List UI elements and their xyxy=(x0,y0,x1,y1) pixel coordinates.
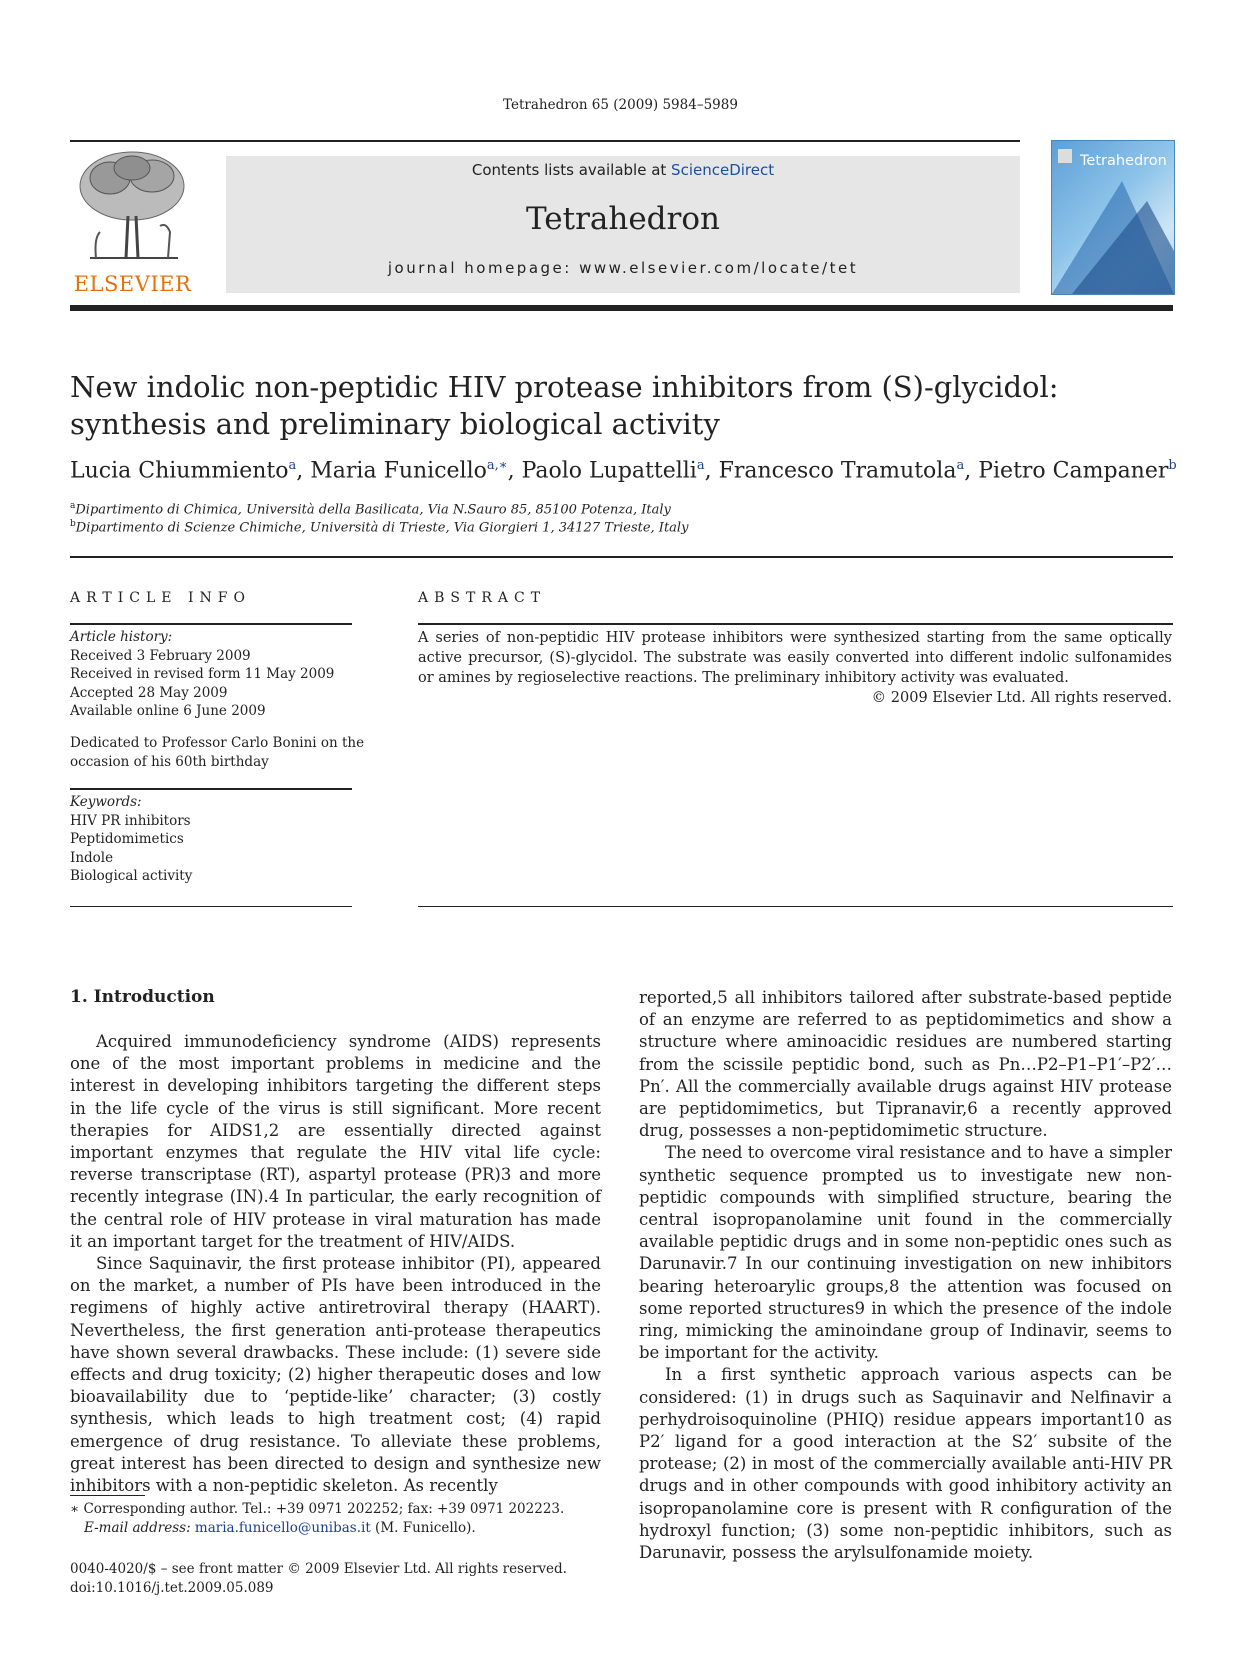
paragraph: The need to overcome viral resistance and to have a simpler synthetic sequence prompted us to investigate new non-peptidic compounds with simplified structure, bearing the central isopropanolamine unit found in the commercially available peptidic drugs and in some non-peptidic ones such as Darunavir.7 In our continuing investigation on new inhibitors bearing heteroarylic groups,8 the attention was focused on some reported structures9 in which the presence of the indole ring, mimicking the aminoindane group of Indinavir, seems to be important for the activity. xyxy=(639,1143,1172,1363)
elsevier-wordmark: ELSEVIER xyxy=(73,272,192,296)
history-item: Received 3 February 2009 xyxy=(70,647,251,664)
author-affil-mark[interactable]: a xyxy=(696,458,705,473)
email-suffix: (M. Funicello). xyxy=(370,1520,476,1536)
cover-title: Tetrahedron xyxy=(1080,153,1167,169)
footnote-email-line xyxy=(70,1519,630,1538)
keyword: Indole xyxy=(70,849,114,866)
affiliation xyxy=(70,519,688,535)
journal-name: Tetrahedron xyxy=(526,201,720,237)
abstract-bottom-rule xyxy=(418,906,1173,907)
author-name: Lucia Chiummiento xyxy=(70,458,289,484)
title-line-1: New indolic non-peptidic HIV protease inhibitors from (S)-glycidol: xyxy=(70,370,1059,404)
tree-icon xyxy=(70,146,195,266)
paragraph: Acquired immunodeficiency syndrome (AIDS) represents one of the most important problems in medicine and the interest in developing inhibitors targeting the different steps in the life cycle of the virus is still significant. More recent therapies for AIDS1,2 are essentially directed against important enzymes that regulate the HIV vital life cycle: reverse transcriptase (RT), aspartyl protease (PR)3 and more recently integrase (IN).4 In particular, the early recognition of the central role of HIV protease in viral maturation has made it an important target for the treatment of HIV/AIDS. xyxy=(70,1032,601,1251)
abstract-copyright: © 2009 Elsevier Ltd. All rights reserved. xyxy=(871,690,1172,706)
abstract-rule xyxy=(418,623,1173,625)
affiliation xyxy=(70,501,671,517)
history-item: Received in revised form 11 May 2009 xyxy=(70,666,335,682)
author-name: Francesco Tramutola xyxy=(718,458,957,484)
journal-homepage[interactable]: journal homepage: www.elsevier.com/locate/tet xyxy=(387,259,859,277)
keyword: HIV PR inhibitors xyxy=(70,812,191,829)
author-name: Paolo Lupattelli xyxy=(521,458,697,484)
affiliation-mark: a xyxy=(70,501,76,511)
footnote-rule xyxy=(70,1495,145,1496)
front-matter-info xyxy=(70,1560,630,1598)
journal-banner xyxy=(226,156,1020,293)
author-list: Lucia Chiummiento$^a$, Maria Funicello$^{a,∗}$, Paolo Lupattelli$^a$, Francesco Tramutola$^a$, Pietro Campaner$^b$ xyxy=(70,458,1177,484)
affiliation-rule xyxy=(70,556,1173,558)
paragraph: In a first synthetic approach various aspects can be considered: (1) in drugs such as Saquinavir and Nelfinavir a perhydroisoquinoline (PHIQ) residue appears important10 as P2′ ligand for a good interaction at the S2′ subsite of the protease; (2) in most of the commercially available anti-HIV PR drugs and in other compounds with good inhibitory activity an isopropanolamine core is present with R configuration of the hydroxyl function; (3) some non-peptidic inhibitors, such as Darunavir, possess the arylsulfonamide moiety. xyxy=(639,1365,1172,1563)
email-link[interactable]: maria.funicello@unibas.it xyxy=(194,1520,371,1536)
left-column xyxy=(70,1031,601,1497)
history-item: Accepted 28 May 2009 xyxy=(70,684,228,701)
keyword: Peptidomimetics xyxy=(70,831,184,847)
affiliation-text: Dipartimento di Scienze Chimiche, Università di Trieste, Via Giorgieri 1, 34127 Trieste, Italy xyxy=(75,520,689,536)
article-info-rule xyxy=(70,623,352,625)
author-affil-mark[interactable]: a xyxy=(956,458,965,473)
author-affil-mark[interactable]: b xyxy=(1168,458,1177,473)
keyword: Biological activity xyxy=(70,868,193,884)
contents-line xyxy=(226,161,1020,179)
author-name: Pietro Campaner xyxy=(978,458,1169,484)
abstract-heading: ABSTRACT xyxy=(418,590,547,606)
doi-line[interactable]: doi:10.1016/j.tet.2009.05.089 xyxy=(70,1580,274,1596)
elsevier-logo[interactable] xyxy=(70,146,195,296)
history-item: Available online 6 June 2009 xyxy=(70,703,266,719)
right-column xyxy=(639,987,1172,1564)
keywords xyxy=(70,793,192,886)
section-heading-introduction: 1. Introduction xyxy=(70,987,215,1007)
running-head: Tetrahedron 65 (2009) 5984–5989 xyxy=(503,97,738,113)
abstract-body xyxy=(418,628,1172,708)
journal-cover[interactable] xyxy=(1051,140,1175,295)
contents-prefix: Contents lists available at xyxy=(471,161,672,179)
dedication xyxy=(70,734,364,771)
abstract-text: A series of non-peptidic HIV protease inhibitors were synthesized starting from the same optically active precursor, (S)-glycidol. The substrate was easily converted into different indolic sulfonamides or amines by regioselective reactions. The preliminary inhibitory activity was evaluated. xyxy=(418,630,1172,686)
sciencedirect-link[interactable]: ScienceDirect xyxy=(671,161,775,179)
affiliation-text: Dipartimento di Chimica, Università della Basilicata, Via N.Sauro 85, 85100 Potenza, Italy xyxy=(75,502,671,518)
title-line-2: synthesis and preliminary biological activity xyxy=(70,407,720,441)
history-label: Article history: xyxy=(70,629,173,645)
author-affil-mark[interactable]: a xyxy=(288,458,297,473)
paragraph: reported,5 all inhibitors tailored after substrate-based peptide of an enzyme are referred to as peptidomimetics and show a structure where aminoacidic residues are numbered starting from the scissile peptidic bond, such as Pn…P2–P1–P1′–P2′…Pn′. All the commercially available drugs against HIV protease are peptidomimetics, but Tipranavir,6 a recently approved drug, possesses a non-peptidomimetic structure. xyxy=(639,988,1172,1141)
dedication-line: Dedicated to Professor Carlo Bonini on the xyxy=(70,735,365,751)
footnote-line: ∗ Corresponding author. Tel.: +39 0971 202252; fax: +39 0971 202223. xyxy=(70,1501,565,1517)
header-top-rule xyxy=(70,140,1020,142)
author-name: Maria Funicello xyxy=(310,458,487,484)
info-bottom-rule xyxy=(70,906,352,907)
dedication-line: occasion of his 60th birthday xyxy=(70,753,269,770)
keywords-label: Keywords: xyxy=(70,794,142,810)
email-label: E-mail address: xyxy=(84,1520,195,1536)
paragraph: Since Saquinavir, the first protease inhibitor (PI), appeared on the market, a number of PIs have been introduced in the regimens of highly active antiretroviral therapy (HAART). Nevertheless, the first generation anti-protease therapeutics have shown several drawbacks. These include: (1) severe side effects and drug toxicity; (2) higher therapeutic doses and low bioavailability due to ‘peptide-like’ character; (3) costly synthesis, which leads to high treatment cost; (4) rapid emergence of drug resistance. To alleviate these problems, great interest has been directed to design and synthesize new inhibitors with a non-peptidic skeleton. As recently xyxy=(70,1254,601,1496)
author-affil-mark[interactable]: a,∗ xyxy=(486,458,508,473)
article-info-heading: ARTICLE INFO xyxy=(70,590,251,606)
header-bottom-rule xyxy=(70,305,1173,311)
front-matter-line: 0040-4020/$ – see front matter © 2009 Elsevier Ltd. All rights reserved. xyxy=(70,1561,567,1577)
affiliation-mark: b xyxy=(70,519,76,529)
corresponding-author-footnote xyxy=(70,1500,630,1538)
article-title xyxy=(70,369,1170,443)
article-history xyxy=(70,628,334,721)
keywords-rule xyxy=(70,788,352,790)
